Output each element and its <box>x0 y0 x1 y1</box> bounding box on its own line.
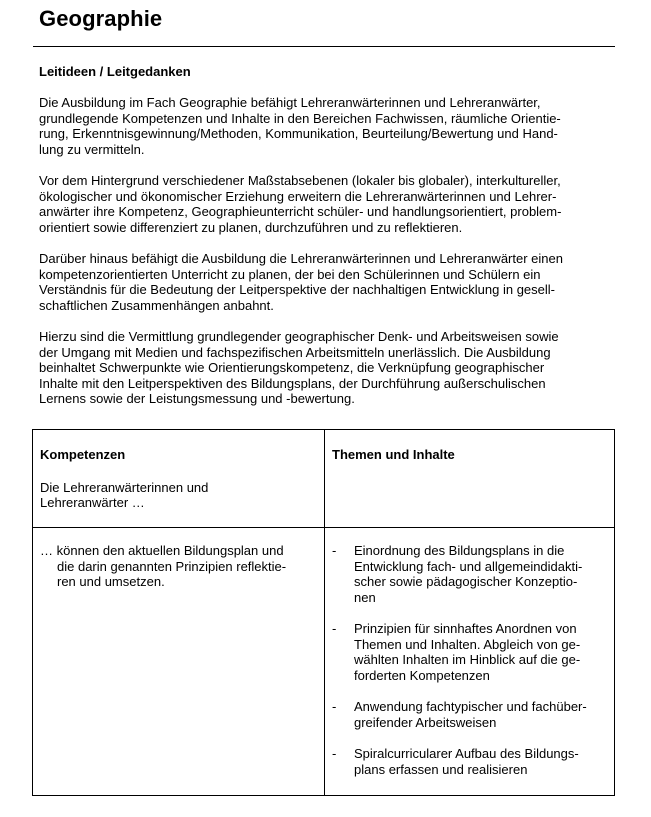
text-line: Hierzu sind die Vermittlung grundlegender geographischer Denk- und Arbeitsweisen sowie <box>39 329 559 344</box>
text-line: lung zu vermitteln. <box>39 141 145 157</box>
text-line: schaftlichen Zusammenhängen anbahnt. <box>39 297 274 313</box>
text-line: beinhaltet Schwerpunkte wie Orientierungskompetenz, die Verknüpfung geographischer <box>39 360 545 375</box>
header-topics <box>332 447 612 463</box>
text-line: forderten Kompetenzen <box>354 667 490 683</box>
dash-bullet: - <box>332 543 337 558</box>
text-line: … können den aktuellen Bildungsplan und <box>40 543 284 558</box>
paragraph <box>39 251 607 313</box>
title-divider <box>33 46 615 47</box>
text-line: Die Ausbildung im Fach Geographie befähigt Lehreranwärterinnen und Lehreranwärter, <box>39 95 541 110</box>
paragraph <box>39 95 607 157</box>
text-line: Verständnis für die Bedeutung der Leitperspektive der nachhaltigen Entwicklung in gesell- <box>39 282 555 297</box>
text-line: Anwendung fachtypischer und fachüber- <box>354 699 587 714</box>
text-line: rung, Erkenntnisgewinnung/Methoden, Kommunikation, Beurteilung/Bewertung und Hand- <box>39 126 558 141</box>
text-line: ren und umsetzen. <box>57 574 165 589</box>
list-item <box>332 746 612 777</box>
paragraph <box>39 173 607 235</box>
competence-cell <box>40 543 320 590</box>
page-title: Geographie <box>39 6 163 31</box>
header-competences-subtitle <box>40 480 320 511</box>
text-line: Entwicklung fach- und allgemeindidakti- <box>354 558 583 574</box>
header-competences-label: Kompetenzen <box>40 447 126 462</box>
text-line: Einordnung des Bildungsplans in die <box>354 543 565 558</box>
text-line: nen <box>354 589 376 605</box>
text-line: Inhalte mit den Leitperspektiven des Bildungsplans, der Durchführung außerschulischen <box>39 375 546 391</box>
list-item <box>332 543 612 605</box>
competence-table <box>32 429 615 796</box>
intro-text <box>39 95 607 423</box>
text-line: Spiralcurricularer Aufbau des Bildungs- <box>354 746 579 761</box>
text-line: Themen und Inhalten. Abgleich von ge- <box>354 636 581 652</box>
text-line: wählten Inhalten im Hinblick auf die ge- <box>354 652 581 667</box>
text-line: der Umgang mit Medien und fachspezifischen Arbeitsmitteln unerlässlich. Die Ausbildung <box>39 344 551 360</box>
header-topics-label: Themen und Inhalte <box>332 447 455 462</box>
text-line: die darin genannten Prinzipien reflektie- <box>57 558 287 574</box>
section-heading: Leitideen / Leitgedanken <box>39 64 191 79</box>
text-line: Prinzipien für sinnhaftes Anordnen von <box>354 621 577 636</box>
dash-bullet: - <box>332 699 337 714</box>
text-line: kompetenzorientierten Unterricht zu planen, der bei den Schülerinnen und Schülern ein <box>39 266 541 282</box>
row-divider <box>33 527 614 528</box>
text-line: ökologischer und ökonomischer Erziehung erweitern die Lehreranwärterinnen und Lehrer- <box>39 188 557 204</box>
header-competences <box>40 447 320 511</box>
dash-bullet: - <box>332 621 337 636</box>
column-divider <box>324 430 325 795</box>
list-item <box>332 621 612 683</box>
paragraph <box>39 329 607 407</box>
text-line: Lernens sowie der Leistungsmessung und -bewertung. <box>39 391 355 406</box>
text-line: plans erfassen und realisieren <box>354 761 528 777</box>
text-line: Vor dem Hintergrund verschiedener Maßstabsebenen (lokaler bis globaler), interkultureller, <box>39 173 561 188</box>
dash-bullet: - <box>332 746 337 761</box>
text-line: Lehreranwärter … <box>40 495 145 510</box>
text-line: greifender Arbeitsweisen <box>354 714 497 730</box>
list-item <box>332 699 612 730</box>
text-line: grundlegende Kompetenzen und Inhalte in den Bereichen Fachwissen, räumliche Orientie- <box>39 110 561 126</box>
topics-list <box>332 543 612 793</box>
text-line: orientiert sowie differenziert zu planen, durchzuführen und zu reflektieren. <box>39 219 463 235</box>
text-line: Die Lehreranwärterinnen und <box>40 479 209 495</box>
text-line: anwärter ihre Kompetenz, Geographieunterricht schüler- und handlungsorientiert, problem- <box>39 204 562 219</box>
text-line: Darüber hinaus befähigt die Ausbildung die Lehreranwärterinnen und Lehreranwärter einen <box>39 251 563 266</box>
text-line: scher sowie pädagogischer Konzeptio- <box>354 574 578 589</box>
